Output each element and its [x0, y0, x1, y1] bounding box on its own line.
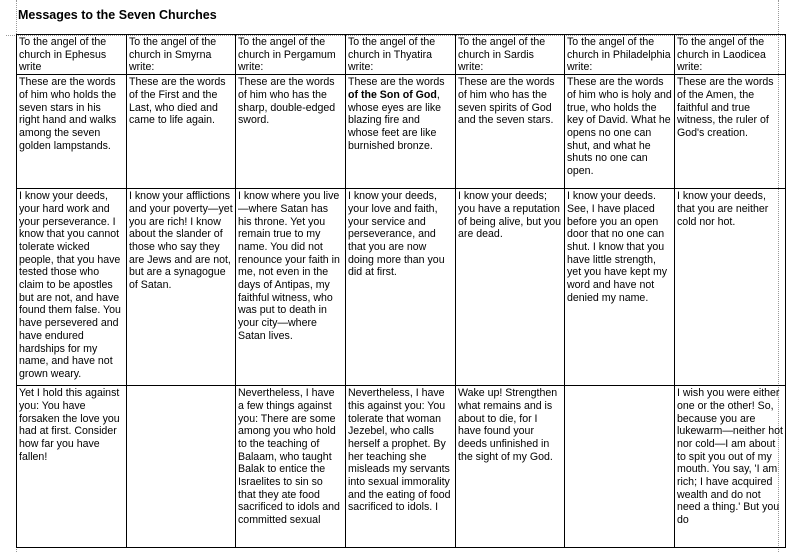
against-cell-philadelphia[interactable]	[565, 386, 675, 548]
header-cell-laodicea[interactable]: To the angel of the church in Laodicea write:	[675, 35, 786, 75]
intro-text-before: These are the words	[348, 76, 445, 89]
deeds-cell-philadelphia[interactable]: I know your deeds. See, I have placed before you an open door that no one can shut. I know that you have little strength, yet you have kept my word and have not denied my name.	[565, 189, 675, 386]
intro-cell-philadelphia[interactable]: These are the words of him who is holy and true, who holds the key of David. What he opens no one can shut, and what he shuts no one can open.	[565, 75, 675, 189]
deeds-cell-ephesus[interactable]: I know your deeds, your hard work and your perseverance. I know that you cannot tolerate wicked people, that you have tested those who claim to be apostles but are not, and have found them false. You have persevered and have endured hardships for my name, and have not grown weary.	[17, 189, 127, 386]
intro-row	[17, 75, 786, 189]
against-row	[17, 386, 786, 548]
document-title: Messages to the Seven Churches	[18, 8, 217, 22]
header-cell-smyrna[interactable]: To the angel of the church in Smyrna write:	[127, 35, 236, 75]
deeds-cell-pergamum[interactable]: I know where you live—where Satan has his throne. Yet you remain true to my name. You did not renounce your faith in me, not even in the days of Antipas, my faithful witness, who was put to death in your city—where Satan lives.	[236, 189, 346, 386]
deeds-cell-laodicea[interactable]: I know your deeds, that you are neither cold nor hot.	[675, 189, 786, 386]
against-text: Wake up! Strengthen what remains and is about to die, for I have found your deeds unfinished in the sight of my God.	[458, 387, 558, 463]
header-cell-ephesus[interactable]: To the angel of the church in Ephesus write	[17, 35, 127, 75]
against-text: I wish you were either one or the other! So, because you are lukewarm—neither hot nor cold—I am about to spit you out of my mouth. You say, 'I am rich; I have acquired wealth and do not need a thing.' But you do	[677, 387, 783, 527]
header-cell-sardis[interactable]: To the angel of the church in Sardis write:	[456, 35, 565, 75]
intro-cell-thyatira[interactable]	[346, 75, 456, 189]
intro-text-bold: of the Son of God	[348, 88, 437, 101]
deeds-cell-thyatira[interactable]: I know your deeds, your love and faith, your service and perseverance, and that you are now doing more than you did at first.	[346, 189, 456, 386]
against-cell-smyrna[interactable]	[127, 386, 236, 548]
header-cell-pergamum[interactable]: To the angel of the church in Pergamum write:	[236, 35, 346, 75]
against-text	[129, 387, 233, 544]
intro-cell-laodicea[interactable]: These are the words of the Amen, the faithful and true witness, the ruler of God's creation.	[675, 75, 786, 189]
intro-cell-ephesus[interactable]: These are the words of him who holds the seven stars in his right hand and walks among the seven golden lampstands.	[17, 75, 127, 189]
against-cell-pergamum[interactable]	[236, 386, 346, 548]
header-cell-philadelphia[interactable]: To the angel of the church in Philadelphia write:	[565, 35, 675, 75]
against-text	[567, 387, 672, 544]
header-row	[17, 35, 786, 75]
seven-churches-table	[16, 34, 786, 548]
against-text: Yet I hold this against you: You have forsaken the love you had at first. Consider how far you have fallen!	[19, 387, 120, 463]
against-cell-ephesus[interactable]	[17, 386, 127, 548]
intro-text-after: , whose eyes are like blazing fire and whose feet are like burnished bronze.	[348, 88, 442, 152]
against-cell-laodicea[interactable]	[675, 386, 786, 548]
intro-cell-pergamum[interactable]: These are the words of him who has the sharp, double-edged sword.	[236, 75, 346, 189]
intro-cell-smyrna[interactable]: These are the words of the First and the Last, who died and came to life again.	[127, 75, 236, 189]
deeds-cell-sardis[interactable]: I know your deeds; you have a reputation of being alive, but you are dead.	[456, 189, 565, 386]
against-cell-sardis[interactable]	[456, 386, 565, 548]
deeds-row	[17, 189, 786, 386]
header-cell-thyatira[interactable]: To the angel of the church in Thyatira write:	[346, 35, 456, 75]
against-text: Nevertheless, I have this against you: You tolerate that woman Jezebel, who calls herself a prophet. By her teaching she misleads my servants into sexual immorality and the eating of food sacrificed to idols. I	[348, 387, 451, 514]
against-text: Nevertheless, I have a few things against you: There are some among you who hold to the teaching of Balaam, who taught Balak to entice the Israelites to sin so that they ate food sacrificed to idols and committed sexual	[238, 387, 340, 527]
against-cell-thyatira[interactable]	[346, 386, 456, 548]
intro-cell-sardis[interactable]: These are the words of him who has the seven spirits of God and the seven stars.	[456, 75, 565, 189]
deeds-cell-smyrna[interactable]: I know your afflictions and your poverty—yet you are rich! I know about the slander of those who say they are Jews and are not, but are a synagogue of Satan.	[127, 189, 236, 386]
